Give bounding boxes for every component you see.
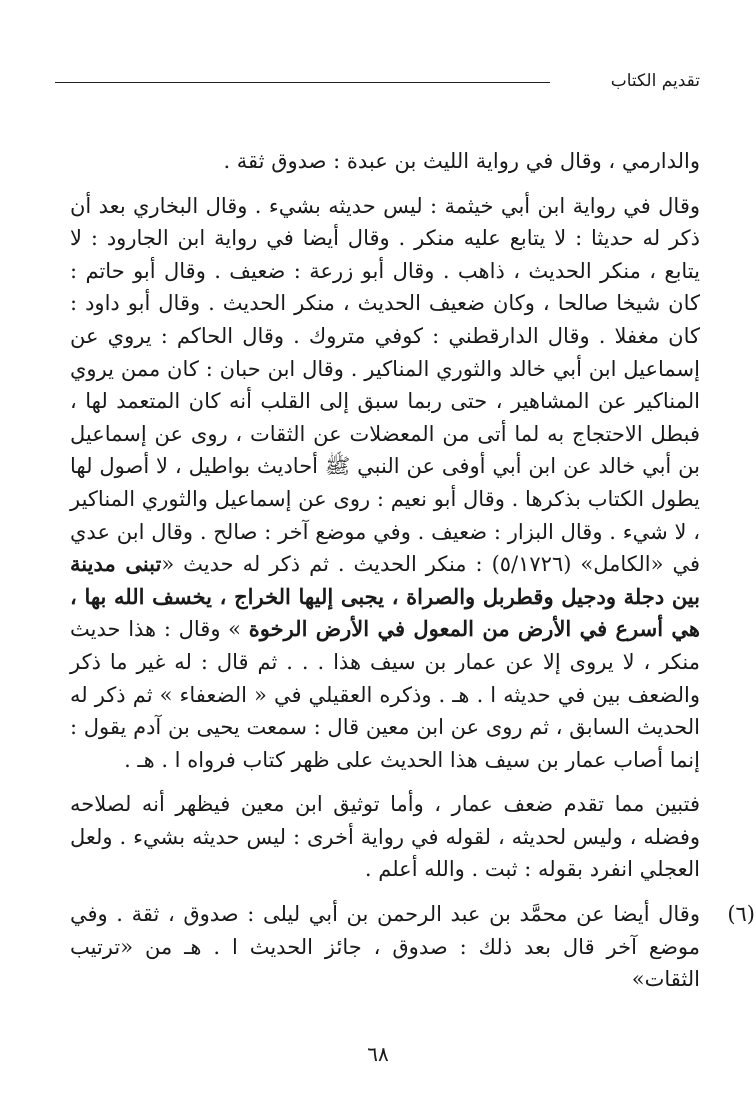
after-hadith-text: » وقال : هذا حديث منكر ، لا يروى إلا عن عمار بن سيف هذا . . . ثم قال : له غير ما ذكر والضعف بين في حديثه ا . هـ . وذكره العقيلي في « الضعفاء » ثم ذكر له الحديث السابق ، ثم روى عن ابن معين قال : سمعت يحيى بن آدم يقول : إنما أصاب عمار بن سيف هذا الحديث على ظهر كتاب فرواه ا . هـ . <box>70 617 700 772</box>
running-header <box>55 70 700 92</box>
hadith-text: تبنى مدينة بين دجلة ودجيل وقطربل والصراة ، يجبى إليها الخراج ، يخسف الله بها ، هي أسرع في الأرض من المعول في الأرض الرخوة <box>70 551 700 642</box>
paragraph-2 <box>70 190 700 777</box>
paragraph-3: فتبين مما تقدم ضعف عمار ، وأما توثيق ابن معين فيظهر أنه لصلاحه وفضله ، وليس لحديثه ، لقوله في رواية أخرى : ليس حديثه بشيء . ولعل العجلي انفرد بقوله : ثبت . والله أعلم . <box>70 792 700 882</box>
body-text <box>70 145 755 996</box>
page-number: ٦٨ <box>367 1042 389 1066</box>
paragraph-2-text: وقال في رواية ابن أبي خيثمة : ليس حديثه بشيء . وقال البخاري بعد أن ذكر له حديثا : لا يتابع عليه منكر . وقال أيضا في رواية ابن الجارود : لا يتابع ، منكر الحديث ، ذاهب . وقال أبو زرعة : ضعيف . وقال أبو حاتم : كان شيخا صالحا ، وكان ضعيف الحديث ، منكر الحديث . وقال أبو داود : كان مغفلا . وقال الدارقطني : كوفي متروك . وقال الحاكم : يروي عن إسماعيل ابن أبي خالد والثوري المناكير . وقال ابن حبان : كان ممن يروي المناكير عن المشاهير ، حتى ربما سبق إلى القلب أنه كان المتعمد لها ، فبطل الاحتجاج به لما أتى من المعضلات عن الثقات ، روى عن إسماعيل بن أبي خالد عن ابن أبي أوفى عن النبي ﷺ أحاديث بواطيل ، لا أصول لها يطول الكتاب بذكرها . وقال أبو نعيم : روى عن إسماعيل والثوري المناكير ، لا شيء . وقال البزار : ضعيف . وفي موضع آخر : صالح . وقال ابن عدي في «الكامل» (٥/١٧٢٦) : منكر الحديث . ثم ذكر له حديث « <box>70 193 700 577</box>
footnote-text: وقال أيضا عن محمَّد بن عبد الرحمن بن أبي ليلى : صدوق ، ثقة . وفي موضع آخر قال بعد ذلك : صدوق ، جائز الحديث ا . هـ من «ترتيب الثقات» <box>70 902 700 992</box>
header-title: تقديم الكتاب <box>605 70 700 92</box>
footnote <box>70 898 755 996</box>
footnote-number: (٦) <box>727 902 755 927</box>
paragraph-1: والدارمي ، وقال في رواية الليث بن عبدة : صدوق ثقة . <box>223 149 700 173</box>
header-rule <box>55 82 550 83</box>
